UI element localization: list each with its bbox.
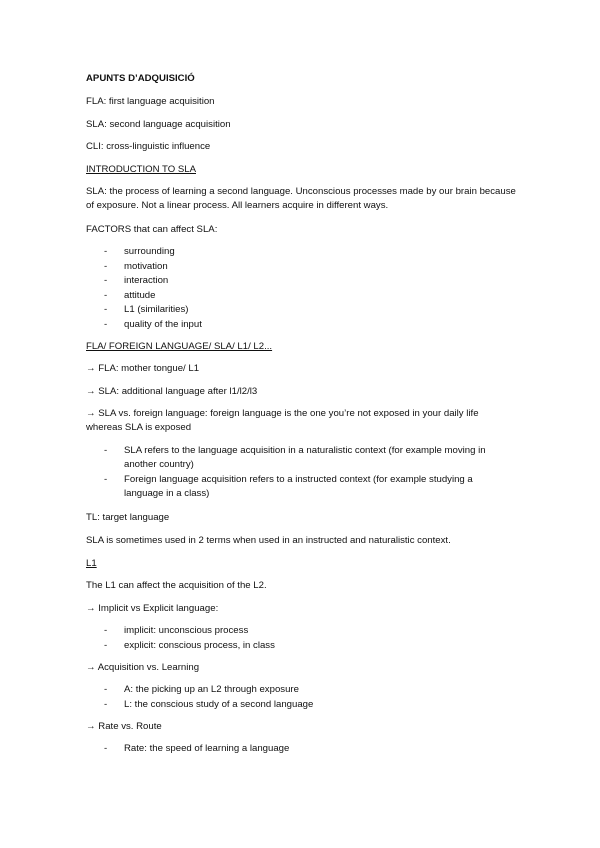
section-heading-intro: INTRODUCTION TO SLA [86, 164, 196, 175]
definition-fla: FLA: first language acquisition [86, 96, 215, 107]
factors-list [86, 245, 202, 332]
factors-intro: FACTORS that can affect SLA: [86, 224, 218, 235]
definition-sla: SLA: second language acquisition [86, 119, 231, 130]
arrow-fla: → FLA: mother tongue/ L1 [86, 363, 200, 374]
list-item: - L: the conscious study of a second language [104, 698, 314, 710]
section-heading-fla: FLA/ FOREIGN LANGUAGE/ SLA/ L1/ L2... [86, 341, 273, 352]
sla-terms: SLA is sometimes used in 2 terms when used in an instructed and naturalistic context. [86, 535, 451, 546]
arrow-acquisition-learning: → Acquisition vs. Learning [86, 662, 200, 673]
rate-route-list [86, 742, 289, 757]
arrow-implicit-explicit: → Implicit vs Explicit language: [86, 603, 219, 614]
context-list [86, 444, 514, 502]
document-title: APUNTS D’ADQUISICIÓ [86, 73, 195, 84]
list-item: - Rate: the speed of learning a language [104, 743, 290, 754]
list-item: - attitude [104, 289, 156, 301]
arrow-rate-route: → Rate vs. Route [86, 721, 162, 732]
list-item: - L1 (similarities) [104, 304, 189, 315]
list-item: - explicit: conscious process, in class [104, 639, 275, 651]
list-item: - quality of the input [104, 318, 202, 330]
target-language: TL: target language [86, 512, 170, 523]
arrow-sla-vs-foreign: → SLA vs. foreign language: foreign language is the one you’re not exposed in your daily life whereas SLA is exposed [86, 408, 479, 433]
list-item: - motivation [104, 260, 168, 272]
list-item: - A: the picking up an L2 through exposure [104, 684, 299, 695]
list-item: - surrounding [104, 246, 175, 257]
list-item: - SLA refers to the language acquisition in a naturalistic context (for example moving in another country) [104, 445, 486, 470]
acquisition-learning-list [86, 683, 313, 712]
implicit-explicit-list [86, 624, 275, 653]
list-item: - interaction [104, 275, 169, 286]
arrow-sla: → SLA: additional language after l1/l2/l3 [86, 386, 258, 397]
intro-paragraph: SLA: the process of learning a second language. Unconscious processes made by our brain because of exposure. Not a linear process. All learners acquire in different ways. [86, 186, 516, 211]
definition-cli: CLI: cross-linguistic influence [86, 141, 211, 152]
l1-intro: The L1 can affect the acquisition of the L2. [86, 580, 267, 591]
section-heading-l1: L1 [86, 558, 97, 569]
list-item: - implicit: unconscious process [104, 625, 249, 636]
list-item: - Foreign language acquisition refers to a instructed context (for example studying a language in a class) [104, 474, 473, 499]
